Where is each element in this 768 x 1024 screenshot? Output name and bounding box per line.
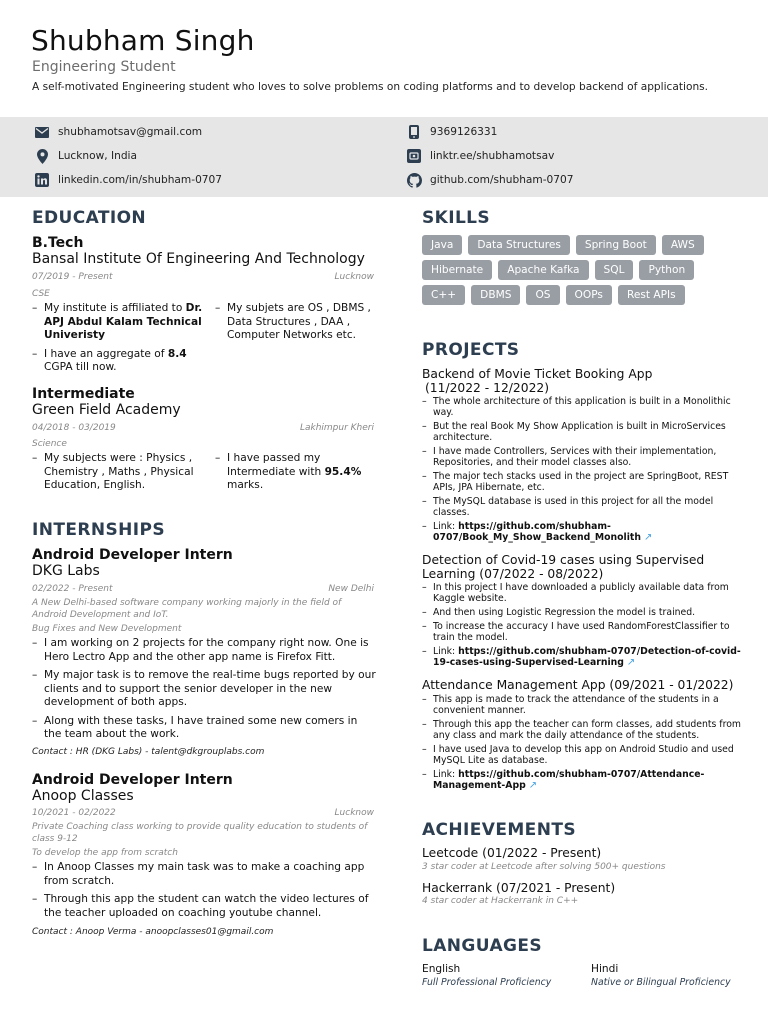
contact-github[interactable] [406, 172, 574, 188]
edu-school: Bansal Institute Of Engineering And Technology [32, 251, 365, 267]
edu-bullets-right [215, 452, 375, 498]
languages-heading: LANGUAGES [422, 936, 543, 956]
project-title: Backend of Movie Ticket Booking App (11/2022 - 12/2022) [422, 367, 653, 395]
achievement-desc: 3 star coder at Leetcode after solving 500+ questions [422, 862, 666, 872]
intern-description: A New Delhi-based software company working majorly in the field of Android Development and IoT. [32, 598, 342, 620]
list-item: – I have made Controllers, Services with their implementation, Repositories, and their model classes also. [422, 446, 744, 468]
internships-heading: INTERNSHIPS [32, 520, 165, 540]
skills-tags [422, 235, 722, 310]
project-link[interactable]: – Link: https://github.com/shubham-0707/Detection-of-covid-19-cases-using-Supervised-Learning ↗ [422, 646, 744, 668]
phone-icon [406, 124, 422, 140]
edu-bullets-left [32, 302, 210, 380]
achievement-title: Leetcode (01/2022 - Present) [422, 846, 602, 860]
list-item: – Along with these tasks, I have trained some new comers in the team about the work. [32, 715, 377, 742]
list-item: – In this project I have downloaded a publicly available data from Kaggle website. [422, 582, 744, 604]
edu-place: Lucknow [334, 272, 374, 282]
intern-company: Anoop Classes [32, 788, 134, 804]
intern-contact: Contact : HR (DKG Labs) - talent@dkgrouplabs.com [32, 747, 265, 757]
external-link-icon: ↗ [643, 532, 653, 543]
skill-tag: OOPs [566, 285, 612, 305]
github-text: github.com/shubham-0707 [430, 174, 574, 186]
intern-place: Lucknow [334, 808, 374, 818]
skill-tag: OS [526, 285, 559, 305]
location-text: Lucknow, India [58, 150, 137, 162]
intern-dates: 02/2022 - Present [32, 584, 113, 594]
skill-tag: C++ [422, 285, 465, 305]
project-bullets [422, 396, 744, 546]
skill-tag: Apache Kafka [498, 260, 588, 280]
list-item: – I have passed my Intermediate with 95.4% marks. [215, 452, 375, 493]
list-item: – In Anoop Classes my main task was to make a coaching app from scratch. [32, 861, 382, 888]
list-item: – Through this app the student can watch the video lectures of the teacher uploaded on coaching youtube channel. [32, 893, 382, 920]
contact-phone[interactable] [406, 124, 497, 140]
summary: A self-motivated Engineering student who loves to solve problems on coding platforms and to develop backend of applications. [32, 81, 709, 93]
list-item: – I have an aggregate of 8.4 CGPA till now. [32, 348, 210, 375]
list-item: – My major task is to remove the real-time bugs reported by our clients and to support the senior developer in the new development of both apps. [32, 669, 377, 710]
edu-degree: B.Tech [32, 235, 84, 251]
edu-field: CSE [32, 289, 50, 299]
list-item: – My institute is affiliated to Dr. APJ Abdul Kalam Technical Univeristy [32, 302, 210, 343]
candidate-name: Shubham Singh [31, 24, 255, 57]
candidate-title: Engineering Student [32, 59, 176, 75]
project-bullets [422, 582, 744, 671]
intern-focus: Bug Fixes and New Development [32, 624, 182, 634]
list-item: – I am working on 2 projects for the company right now. One is Hero Lectro App and the other app name is Firefox Fitt. [32, 637, 377, 664]
contact-band [0, 117, 768, 197]
phone-text: 9369126331 [430, 126, 498, 138]
intern-place: New Delhi [328, 584, 374, 594]
intern-focus: To develop the app from scratch [32, 848, 178, 858]
education-heading: EDUCATION [32, 208, 147, 228]
language-level: Native or Bilingual Proficiency [591, 977, 731, 988]
skill-tag: Java [422, 235, 462, 255]
edu-bullets-left [32, 452, 202, 498]
intern-role: Android Developer Intern [32, 772, 233, 788]
skill-tag: Python [639, 260, 694, 280]
link-icon [406, 148, 422, 164]
linkedin-icon [34, 172, 50, 188]
contact-linktree[interactable] [406, 148, 554, 164]
list-item: – My subjets are OS , DBMS , Data Structures , DAA , Computer Networks etc. [215, 302, 380, 343]
list-item: – This app is made to track the attendance of the students in a convenient manner. [422, 694, 744, 716]
location-pin-icon [34, 148, 50, 164]
projects-heading: PROJECTS [422, 340, 520, 360]
edu-field: Science [32, 439, 67, 449]
edu-bullets-right [215, 302, 380, 348]
project-bullets [422, 694, 744, 794]
list-item: – My subjects were : Physics , Chemistry , Maths , Physical Education, English. [32, 452, 202, 493]
list-item: – To increase the accuracy I have used RandomForestClassifier to train the model. [422, 621, 744, 643]
skill-tag: Data Structures [468, 235, 569, 255]
language-name: Hindi [591, 963, 619, 975]
intern-dates: 10/2021 - 02/2022 [32, 808, 116, 818]
intern-contact: Contact : Anoop Verma - anoopclasses01@gmail.com [32, 927, 274, 937]
intern-company: DKG Labs [32, 563, 100, 579]
achievement-desc: 4 star coder at Hackerrank in C++ [422, 896, 579, 906]
edu-school: Green Field Academy [32, 402, 181, 418]
language-name: English [422, 963, 461, 975]
external-link-icon: ↗ [528, 780, 538, 791]
mail-icon [34, 124, 50, 140]
achievement-title: Hackerrank (07/2021 - Present) [422, 881, 616, 895]
list-item: – I have used Java to develop this app on Android Studio and used MySQL Lite as database. [422, 744, 744, 766]
skill-tag: Spring Boot [576, 235, 656, 255]
skills-heading: SKILLS [422, 208, 491, 228]
contact-linkedin[interactable] [34, 172, 222, 188]
list-item: – The MySQL database is used in this project for all the model classes. [422, 496, 744, 518]
skill-tag: Rest APIs [618, 285, 685, 305]
skill-tag: DBMS [471, 285, 520, 305]
list-item: – The major tech stacks used in the project are SpringBoot, REST APIs, JPA Hibernate, etc. [422, 471, 744, 493]
list-item: – And then using Logistic Regression the model is trained. [422, 607, 744, 618]
list-item: – But the real Book My Show Application is built in MicroServices architecture. [422, 421, 744, 443]
external-link-icon: ↗ [626, 657, 636, 668]
intern-description: Private Coaching class working to provide quality education to students of class 9-12 [32, 822, 368, 844]
edu-degree: Intermediate [32, 386, 135, 402]
language-level: Full Professional Proficiency [422, 977, 552, 988]
contact-email[interactable] [34, 124, 202, 140]
edu-place: Lakhimpur Kheri [299, 423, 374, 433]
skill-tag: SQL [595, 260, 634, 280]
intern-role: Android Developer Intern [32, 547, 233, 563]
project-title: Detection of Covid-19 cases using Supervised Learning (07/2022 - 08/2022) [422, 553, 705, 581]
contact-location [34, 148, 137, 164]
email-text: shubhamotsav@gmail.com [58, 126, 203, 138]
achievements-heading: ACHIEVEMENTS [422, 820, 576, 840]
project-title: Attendance Management App (09/2021 - 01/2022) [422, 678, 734, 692]
github-icon [406, 172, 422, 188]
skill-tag: Hibernate [422, 260, 492, 280]
linkedin-text: linkedin.com/in/shubham-0707 [58, 174, 223, 186]
project-link[interactable]: – Link: https://github.com/shubham-0707/Book_My_Show_Backend_Monolith ↗ [422, 521, 744, 543]
list-item: – The whole architecture of this application is built in a Monolithic way. [422, 396, 744, 418]
edu-dates: 07/2019 - Present [32, 272, 113, 282]
list-item: – Through this app the teacher can form classes, add students from any class and mark the daily attendance of the students. [422, 719, 744, 741]
linktree-text: linktr.ee/shubhamotsav [430, 150, 555, 162]
project-link[interactable]: – Link: https://github.com/shubham-0707/Attendance-Management-App ↗ [422, 769, 744, 791]
intern-bullets [32, 637, 377, 747]
edu-dates: 04/2018 - 03/2019 [32, 423, 116, 433]
skill-tag: AWS [662, 235, 704, 255]
intern-bullets [32, 861, 382, 925]
